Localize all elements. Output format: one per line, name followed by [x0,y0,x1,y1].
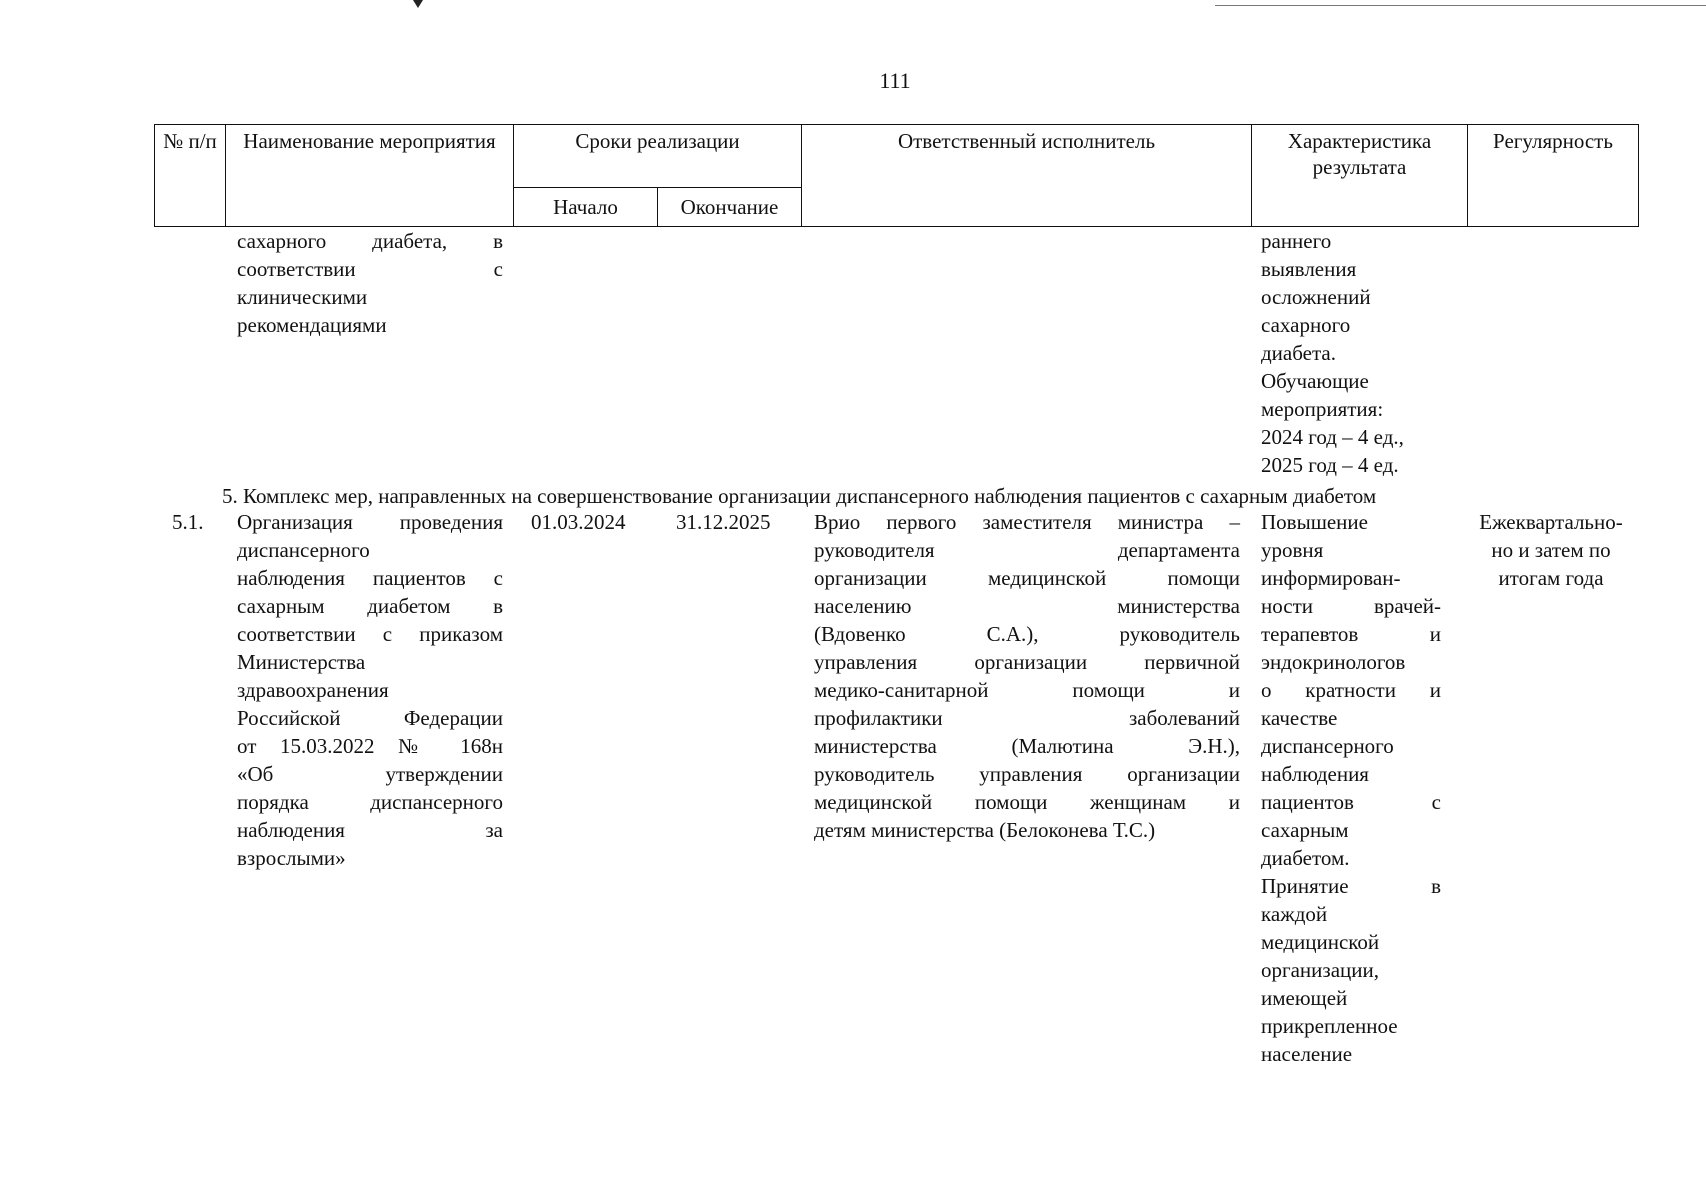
row-regularity-line: но и затем по [1491,538,1611,562]
row-result-line: качестве [1261,706,1338,730]
continued-name-line: рекомендациями [237,313,387,337]
row-result-line: диабетом. [1261,846,1350,870]
header-name: Наименование мероприятия [226,125,514,227]
header-regularity: Регулярность [1468,125,1639,227]
row-result-line: имеющей [1261,986,1348,1010]
row-result-line: ности врачей- [1261,594,1441,618]
continued-name-line: соответствии с [237,257,503,281]
row-name-line: соответствии с приказом [237,622,503,646]
row-name-line: сахарным диабетом в [237,594,503,618]
row-regularity-line: Ежеквартально- [1479,510,1623,534]
row-name-line: от 15.03.2022 № 168н [237,734,503,758]
row-result-line: информирован- [1261,566,1401,590]
row-result-line: каждой [1261,902,1328,926]
row-result-line: прикрепленное [1261,1014,1398,1038]
row-start-date: 01.03.2024 [531,510,626,534]
row-name-line: наблюдения за [237,818,503,842]
row-result-line: Принятие в [1261,874,1441,898]
scan-artifact-line [1215,5,1706,6]
row-name-line: диспансерного [237,538,370,562]
continued-result [1261,227,1461,479]
row-result-line: эндокринологов [1261,650,1406,674]
row-responsible-line: профилактики заболеваний [814,706,1240,730]
continued-result-line: мероприятия: [1261,397,1384,421]
row-result-line: наблюдения [1261,762,1369,786]
continued-name-line: клиническими [237,285,368,309]
row-responsible-line: детям министерства (Белоконева Т.С.) [814,818,1156,842]
continued-result-line: осложнений [1261,285,1371,309]
row-responsible-line: руководителя департамента [814,538,1240,562]
row-name [237,508,503,872]
row-responsible-line: управления организации первичной [814,650,1240,674]
row-result-line: о кратности и [1261,678,1441,702]
continued-name [237,227,503,339]
row-name-line: здравоохранения [237,678,389,702]
header-end: Окончание [658,188,802,227]
continued-result-line: сахарного [1261,313,1351,337]
row-responsible-line: (Вдовенко С.А.), руководитель [814,622,1240,646]
page-number: 111 [879,68,911,93]
row-responsible-line: Врио первого заместителя министра – [814,510,1240,534]
row-name-line: Организация проведения [237,510,503,534]
header-result: Характеристика результата [1252,125,1468,227]
row-result-line: население [1261,1042,1353,1066]
continued-name-line: сахарного диабета, в [237,229,503,253]
row-responsible-line: населению министерства [814,594,1240,618]
continued-result-line: Обучающие [1261,369,1369,393]
scan-artifact-mark [413,0,423,8]
row-number: 5.1. [172,510,204,534]
continued-result-line: раннего [1261,229,1332,253]
row-result [1261,508,1441,1068]
row-name-line: наблюдения пациентов с [237,566,503,590]
row-name-line: взрослыми» [237,846,346,870]
row-result-line: диспансерного [1261,734,1394,758]
row-name-line: порядка диспансерного [237,790,503,814]
header-start: Начало [514,188,658,227]
row-result-line: Повышение [1261,510,1368,534]
row-result-line: сахарным [1261,818,1349,842]
row-result-line: уровня [1261,538,1324,562]
row-responsible-line: министерства (Малютина Э.Н.), [814,734,1240,758]
row-end-date: 31.12.2025 [676,510,771,534]
continued-result-line: выявления [1261,257,1357,281]
continued-result-line: диабета. [1261,341,1336,365]
row-responsible [814,508,1240,844]
continued-result-line: 2025 год – 4 ед. [1261,453,1399,477]
header-deadlines: Сроки реализации [514,125,802,188]
row-name-line: «Об утверждении [237,762,503,786]
row-result-line: пациентов с [1261,790,1441,814]
row-result-line: медицинской [1261,930,1380,954]
row-regularity-line: итогам года [1498,566,1604,590]
header-responsible: Ответственный исполнитель [802,125,1252,227]
row-result-line: организации, [1261,958,1379,982]
row-name-line: Министерства [237,650,366,674]
row-responsible-line: медико-санитарной помощи и [814,678,1240,702]
row-result-line: терапевтов и [1261,622,1441,646]
section-title: 5. Комплекс мер, направленных на совершенствование организации диспансерного наблюдения пациентов с сахарным диабетом [222,484,1377,508]
header-num: № п/п [155,125,226,227]
table-header [154,124,1639,227]
row-responsible-line: медицинской помощи женщинам и [814,790,1240,814]
continued-result-line: 2024 год – 4 ед., [1261,425,1404,449]
row-responsible-line: организации медицинской помощи [814,566,1240,590]
row-responsible-line: руководитель управления организации [814,762,1240,786]
row-name-line: Российской Федерации [237,706,503,730]
row-regularity [1466,508,1636,592]
